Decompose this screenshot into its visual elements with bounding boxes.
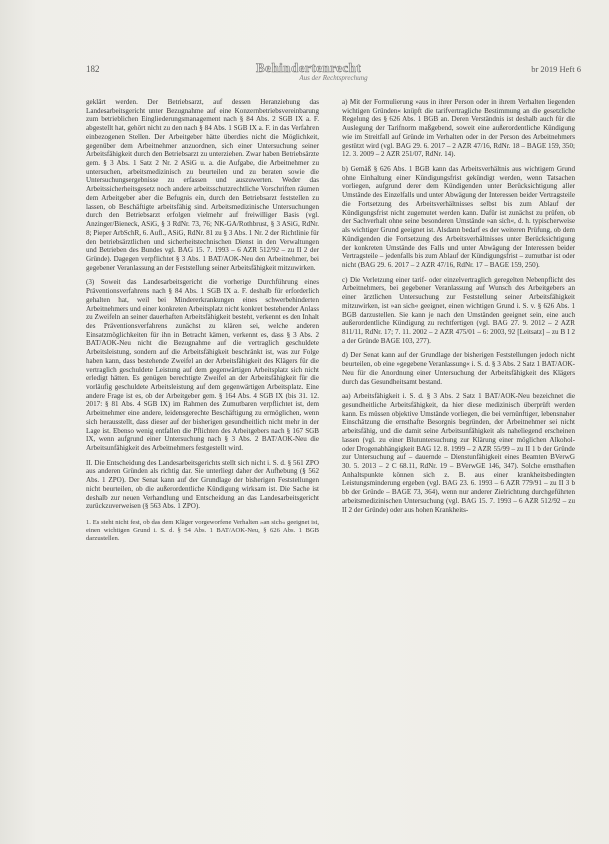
journal-title: Behindertenrecht — [256, 60, 362, 75]
left-column — [86, 98, 319, 549]
section-title: Aus der Rechtsprechung — [299, 74, 368, 82]
page-number: 182 — [86, 64, 100, 74]
right-column — [342, 98, 575, 520]
paragraph: c) Die Verletzung einer tarif- oder einzelvertraglich geregelten Nebenpflicht des Arbeitnehmers, bei gegebener Veranlassung auf Wunsch des Arbeitgebers an einer ärztlichen Untersuchung zur Feststellung seiner Arbeitsfähigkeit mitzuwirken, ist »an sich« geeignet, einen wichtigen Grund i. S. v. § 626 Abs. 1 BGB darzustellen. Sie kann je nach den Umständen geeignet sein, eine auch außerordentliche Kündigung zu rechtfertigen (vgl. BAG 27. 9. 2012 – 2 AZR 811/11, RdNr. 17; 7. 11. 2002 – 2 AZR 475/01 – 6: 2003, 92 [Leitsatz] – zu B I 2 a der Gründe BAGE 103, 277). — [342, 275, 575, 345]
paragraph: b) Gemäß § 626 Abs. 1 BGB kann das Arbeitsverhältnis aus wichtigem Grund ohne Einhaltung einer Kündigungsfrist gekündigt werden, wenn Tatsachen vorliegen, aufgrund derer dem Kündigenden unter Berücksichtigung aller Umstände des Einzelfalls und unter Abwägung der Interessen beider Vertragsteile die Fortsetzung des Arbeitsverhältnisses selbst bis zum Ablauf der Kündigungsfrist nicht zugemutet werden kann. Dafür ist zunächst zu prüfen, ob der Sachverhalt ohne seine besonderen Umstände »an sich«, d. h. typischerweise als wichtiger Grund geeignet ist. Alsdann bedarf es der weiteren Prüfung, ob dem Kündigenden die Fortsetzung des Arbeitsverhältnisses unter Berücksichtigung der konkreten Umstände des Falls und unter Abwägung der Interessen beider Vertragsteile – jedenfalls bis zum Ablauf der Kündigungsfrist – zumutbar ist oder nicht (BAG 29. 6. 2017 – 2 AZR 47/16, RdNr. 17 – BAGE 159, 250). — [342, 165, 575, 269]
paragraph: II. Die Entscheidung des Landesarbeitsgerichts stellt sich nicht i. S. d. § 561 ZPO aus anderen Gründen als richtig dar. Sie unterliegt daher der Aufhebung (§ 562 Abs. 1 ZPO). Der Senat kann auf der Grundlage der bisherigen Feststellungen nicht beurteilen, ob die außerordentliche Kündigung wirksam ist. Die Sache ist deshalb zur neuen Verhandlung und Entscheidung an das Landesarbeitsgericht zurückzuverweisen (§ 563 Abs. 1 ZPO). — [86, 458, 319, 511]
issue-label: br 2019 Heft 6 — [531, 64, 581, 74]
paragraph: 1. Es steht nicht fest, ob das dem Kläger vorgeworfene Verhalten »an sich« geeignet ist, einen wichtigen Grund i. S. d. § 54 Abs. 1 BAT/AOK-Neu, § 626 Abs. 1 BGB darzustellen. — [86, 519, 319, 543]
paragraph: (3) Soweit das Landesarbeitsgericht die vorherige Durchführung eines Präventionsverfahrens nach § 84 Abs. 1 SGB IX a. F. deshalb für erforderlich gehalten hat, weil bei Mindererkrankungen eines schwerbehinderten Arbeitnehmers und einer konkreten Arbeitsplatz nicht konkret bestehender Anlass zu Zweifeln an seiner dauerhaften Arbeitsfähigkeit besteht, verkennt es den Inhalt des Präventionsverfahrens zunächst zu klären sei, welche anderen Einsatzmöglichkeiten für ihn in Betracht kämen, verkennt es, dass § 3 Abs. 2 BAT/AOK-Neu nicht die Bezugnahme auf die vertraglich geschuldete Arbeitsleistung, sondern auf die Arbeitsfähigkeit beschränkt ist, was zur Folge haben kann, dass bestehende Zweifel an der Arbeitsfähigkeit des Klägers für die vertraglich geschuldete Leistung auf dem gegenwärtigen Arbeitsplatz sich nicht erledigt hätten. Es genügen berechtigte Zweifel an der Arbeitsfähigkeit für die vorläufig geschuldete Arbeitsleistung auf dem gegenwärtigen Arbeitsplatz. Eine andere Frage ist es, ob der Arbeitgeber gem. § 164 Abs. 4 SGB IX (bis 31. 12. 2017: § 81 Abs. 4 SGB IX) im Rahmen des Zumutbaren verpflichtet ist, dem Arbeitnehmer eine andere, leidensgerechte Beschäftigung zu ermöglichen, wenn sich herausstellt, dass dieser auf der bisherigen gesundheitlich nicht mehr in der Lage ist. Ebenso wenig entfallen die Pflichten des Arbeitgebers nach § 167 SGB IX, wenn aufgrund einer Untersuchung nach § 3 Abs. 2 BAT/AOK-Neu die Arbeitsunfähigkeit des Arbeitnehmers festgestellt wird. — [86, 278, 319, 453]
paragraph: d) Der Senat kann auf der Grundlage der bisherigen Feststellungen jedoch nicht beurteilen, ob eine »gegebene Veranlassung« i. S. d. § 3 Abs. 2 Satz 1 BAT/AOK-Neu für die Anordnung einer Untersuchung der Arbeitsfähigkeit des Klägers durch das Gesundheitsamt bestand. — [342, 351, 575, 386]
paragraph: geklärt werden. Der Betriebsarzt, auf dessen Heranziehung das Landesarbeitsgericht unter Bezugnahme auf eine Konzernbetriebsvereinbarung zum betrieblichen Eingliederungsmanagement nach § 84 Abs. 2 SGB IX a. F. abgestellt hat, gehört nicht zu den nach § 84 Abs. 1 SGB IX a. F. in das Verfahren einbezogenen Stellen. Der Arbeitgeber hätte überdies nicht die Möglichkeit, gegenüber dem Arbeitnehmer anzuordnen, sich einer Untersuchung seiner Arbeitsfähigkeit durch den Betriebsarzt zu unterziehen. Zwar haben Betriebsärzte gem. § 3 Abs. 1 Satz 2 Nr. 2 ASiG u. a. die Aufgabe, die Arbeitnehmer zu untersuchen, arbeitsmedizinisch zu beurteilen und zu beraten sowie die Untersuchungsergebnisse zu erfassen und auszuwerten. Weder das Arbeitssicherheitsgesetz noch andere arbeitsschutzrechtliche Vorschriften räumen dem Arbeitgeber aber die Befugnis ein, durch den Betriebsarzt feststellen zu lassen, ob Beschäftigte arbeitsfähig sind. Arbeitsmedizinische Untersuchungen durch den Betriebsarzt erfolgen vielmehr auf freiwilliger Basis (vgl. Anzinger/Bieneck, ASiG, § 3 RdNr. 73, 76; NK-GA/Rothbrust, § 3 ASiG, RdNr. 8; Pieper ArbSchR, 6. Aufl., ASiG, RdNr. 81 zu § 3 Abs. 1 Nr. 2 der Richtlinie für den betriebsärztlichen und sicherheitstechnischen Dienst in den Verwaltungen und Betrieben des Bundes vgl. BAG 15. 7. 1993 – 6 AZR 512/92 – zu II 2 der Gründe). Dagegen verpflichtet § 3 Abs. 1 BAT/AOK-Neu den Arbeitnehmer, bei gegebener Veranlassung an der Feststellung seiner Arbeitsfähigkeit mitzuwirken. — [86, 98, 319, 272]
paragraph: aa) Arbeitsfähigkeit i. S. d. § 3 Abs. 2 Satz 1 BAT/AOK-Neu bezeichnet die gesundheitliche Arbeitsfähigkeit, da hier diese medizinisch überprüft werden kann. Es müssen objektive Umstände vorliegen, die bei vernünftiger, lebensnaher Einschätzung die ernsthafte Besorgnis begründen, der Arbeitnehmer sei nicht arbeitsfähig, und die damit seine Arbeitsunfähigkeit als naheliegend erscheinen lassen (vgl. zu einer Blutuntersuchung zur Klärung einer möglichen Alkohol- oder Drogenabhängigkeit BAG 12. 8. 1999 – 2 AZR 55/99 – zu II 1 b der Gründe zur Untersuchung auf – dauernde – Dienstunfähigkeit eines Beamten BVerwG 30. 5. 2013 – 2 C 68.11, RdNr. 19 – BVerwGE 146, 347). Solche ernsthaften Anhaltspunkte können sich z. B. aus einer krankheitsbedingten Leistungsminderung ergeben (vgl. BAG 23. 6. 1993 – 6 AZR 779/91 – zu II 3 b bb der Gründe – BAGE 73, 364), wenn nur anderer Zielrichtung durchgeführten arbeitsmedizinischen Untersuchung (vgl. BAG 15. 7. 1993 – 6 AZR 512/92 – zu II 2 der Gründe) oder aus hohen Krankheits- — [342, 392, 575, 514]
page-header — [86, 60, 581, 82]
paragraph: a) Mit der Formulierung »aus in ihrer Person oder in ihrem Verhalten liegenden wichtigen Gründen« knüpft die tarifvertragliche Bestimmung an die gesetzliche Regelung des § 626 Abs. 1 BGB an. Deren Verständnis ist deshalb auch für die Auslegung der Tarifnorm maßgebend, soweit eine außerordentliche Kündigung wie im Streitfall auf Gründe im Verhalten oder in der Person des Arbeitnehmers gestützt wird (vgl. BAG 29. 6. 2017 – 2 AZR 47/16, RdNr. 18 – BAGE 159, 350; 12. 3. 2009 – 2 AZR 251/07, RdNr. 14). — [342, 98, 575, 159]
